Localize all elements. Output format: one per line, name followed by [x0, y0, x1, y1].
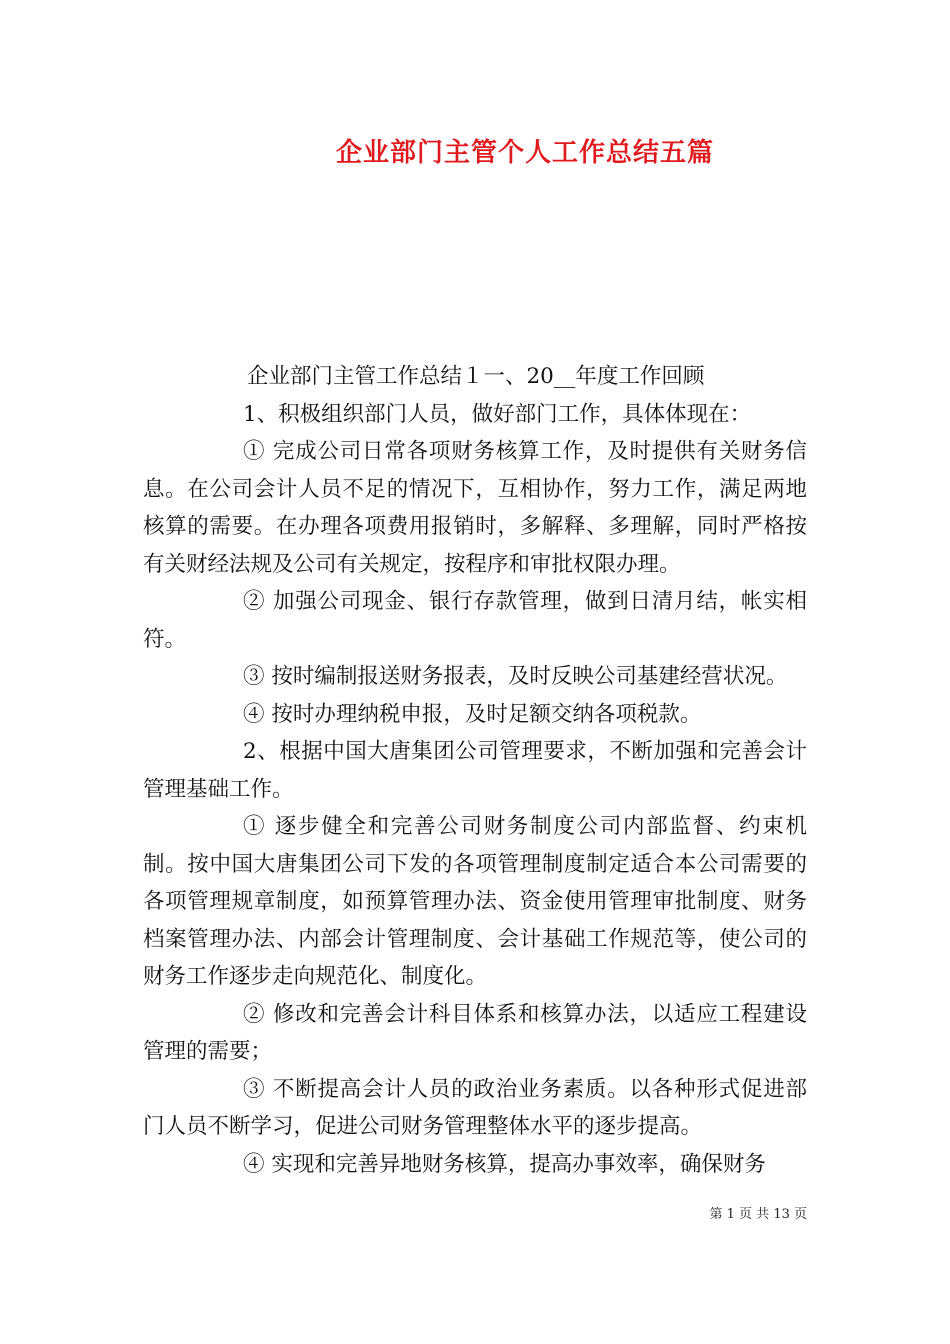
paragraph-item: ③ 不断提高会计人员的政治业务素质。以各种形式促进部门人员不断学习，促进公司财务管理整体水平的逐步提高。: [143, 1076, 807, 1139]
paragraph-item: ② 修改和完善会计科目体系和核算办法，以适应工程建设管理的需要；: [143, 1001, 807, 1064]
document-body: [143, 358, 807, 1183]
document-title: 企业部门主管个人工作总结五篇: [335, 138, 714, 168]
paragraph-item: ④ 按时办理纳税申报，及时足额交纳各项税款。: [243, 701, 702, 727]
paragraph-item: ① 逐步健全和完善公司财务制度公司内部监督、约束机制。按中国大唐集团公司下发的各项管理制度制定适合本公司需要的各项管理规章制度，如预算管理办法、资金使用管理审批制度、财务档案管理办法、内部会计管理制度、会计基础工作规范等，使公司的财务工作逐步走向规范化、制度化。: [143, 814, 807, 989]
paragraph-item: ③ 按时编制报送财务报表，及时反映公司基建经营状况。: [243, 664, 788, 689]
paragraph-heading: 企业部门主管工作总结１一、20__年度工作回顾: [247, 364, 705, 389]
paragraph-item: ① 完成公司日常各项财务核算工作，及时提供有关财务信息。在公司会计人员不足的情况下，互相协作，努力工作，满足两地核算的需要。在办理各项费用报销时，多解释、多理解，同时严格按有关财经法规及公司有关规定，按程序和审批权限办理。: [143, 439, 807, 577]
paragraph-section-1: 1、积极组织部门人员，做好部门工作，具体体现在：: [243, 401, 752, 427]
paragraph-section-2: 2、根据中国大唐集团公司管理要求，不断加强和完善会计管理基础工作。: [143, 739, 807, 802]
paragraph-item: ④ 实现和完善异地财务核算，提高办事效率，确保财务: [243, 1151, 766, 1177]
page-number-footer: 第 1 页 共 13 页: [709, 1207, 807, 1222]
paragraph-item: ② 加强公司现金、银行存款管理，做到日清月结，帐实相符。: [143, 589, 807, 652]
